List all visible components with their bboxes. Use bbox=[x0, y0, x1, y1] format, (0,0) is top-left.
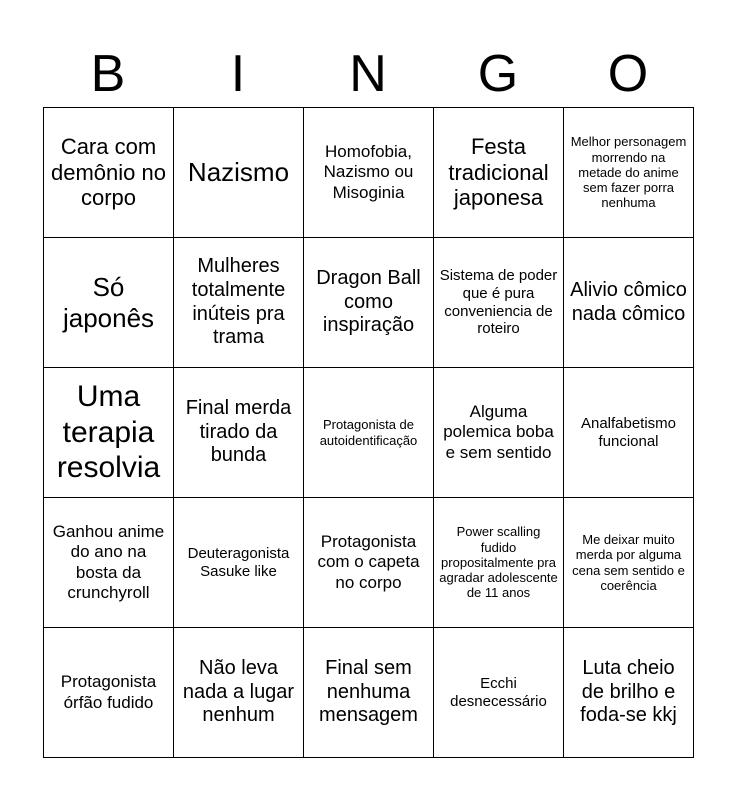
bingo-cell[interactable]: Me deixar muito merda por alguma cena sem sentido e coerência bbox=[564, 498, 694, 628]
bingo-cell[interactable]: Protagonista de autoidentificação bbox=[304, 368, 434, 498]
bingo-cell[interactable]: Uma terapia resolvia bbox=[44, 368, 174, 498]
header-letter-n: N bbox=[349, 45, 387, 103]
bingo-header bbox=[43, 40, 693, 108]
bingo-cell[interactable]: Festa tradicional japonesa bbox=[434, 108, 564, 238]
board-row bbox=[44, 108, 694, 238]
board-row bbox=[44, 368, 694, 498]
bingo-cell[interactable]: Homofobia, Nazismo ou Misoginia bbox=[304, 108, 434, 238]
bingo-cell[interactable]: Dragon Ball como inspiração bbox=[304, 238, 434, 368]
bingo-cell[interactable]: Só japonês bbox=[44, 238, 174, 368]
board-row bbox=[44, 628, 694, 758]
bingo-board bbox=[43, 107, 694, 758]
bingo-cell[interactable]: Não leva nada a lugar nenhum bbox=[174, 628, 304, 758]
bingo-cell[interactable]: Analfabetismo funcional bbox=[564, 368, 694, 498]
bingo-cell[interactable]: Luta cheio de brilho e foda-se kkj bbox=[564, 628, 694, 758]
bingo-cell[interactable]: Nazismo bbox=[174, 108, 304, 238]
bingo-cell[interactable]: Protagonista órfão fudido bbox=[44, 628, 174, 758]
bingo-cell[interactable]: Final sem nenhuma mensagem bbox=[304, 628, 434, 758]
bingo-cell[interactable]: Final merda tirado da bunda bbox=[174, 368, 304, 498]
bingo-cell[interactable]: Ecchi desnecessário bbox=[434, 628, 564, 758]
header-letter-b: B bbox=[90, 45, 126, 103]
bingo-cell[interactable]: Cara com demônio no corpo bbox=[44, 108, 174, 238]
header-letter-g: G bbox=[477, 45, 519, 103]
header-letter-o: O bbox=[607, 45, 649, 103]
bingo-cell[interactable]: Melhor personagem morrendo na metade do anime sem fazer porra nenhuma bbox=[564, 108, 694, 238]
bingo-cell[interactable]: Alguma polemica boba e sem sentido bbox=[434, 368, 564, 498]
header-letter-i: I bbox=[230, 45, 246, 103]
board-row bbox=[44, 498, 694, 628]
bingo-cell[interactable]: Protagonista com o capeta no corpo bbox=[304, 498, 434, 628]
bingo-cell[interactable]: Power scalling fudido propositalmente pra agradar adolescente de 11 anos bbox=[434, 498, 564, 628]
bingo-cell[interactable]: Sistema de poder que é pura conveniencia de roteiro bbox=[434, 238, 564, 368]
bingo-cell[interactable]: Mulheres totalmente inúteis pra trama bbox=[174, 238, 304, 368]
bingo-cell[interactable]: Alivio cômico nada cômico bbox=[564, 238, 694, 368]
bingo-cell[interactable]: Ganhou anime do ano na bosta da crunchyroll bbox=[44, 498, 174, 628]
bingo-cell[interactable]: Deuteragonista Sasuke like bbox=[174, 498, 304, 628]
board-row bbox=[44, 238, 694, 368]
